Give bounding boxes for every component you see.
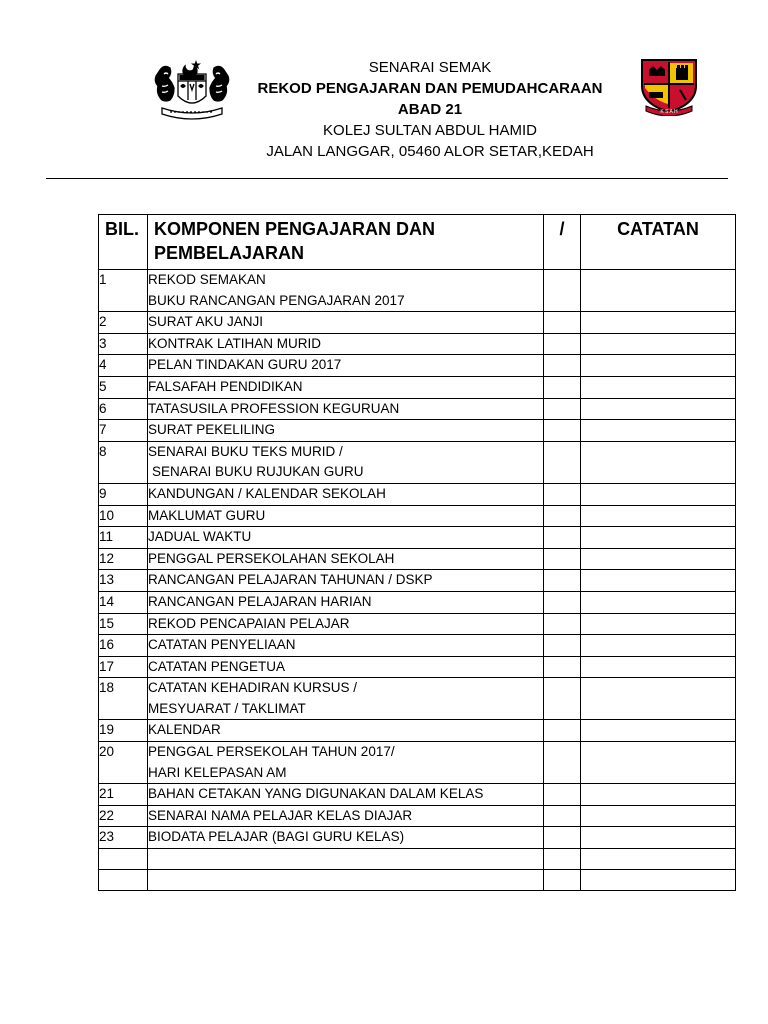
component-text: JADUAL WAKTU <box>148 529 252 545</box>
national-coat-of-arms-icon <box>152 56 232 122</box>
component-text: KANDUNGAN / KALENDAR SEKOLAH <box>148 485 386 501</box>
header-catatan: CATATAN <box>581 215 736 270</box>
row-catatan-cell[interactable] <box>581 827 736 849</box>
row-tick-cell[interactable] <box>544 849 581 870</box>
component-text: SURAT AKU JANJI <box>148 314 264 330</box>
table-row <box>99 742 736 784</box>
row-catatan-cell[interactable] <box>581 355 736 377</box>
component-text: RANCANGAN PELAJARAN TAHUNAN / DSKP <box>148 572 433 588</box>
row-number: 8 <box>99 441 148 483</box>
row-component <box>148 805 544 827</box>
table-row <box>99 613 736 635</box>
row-number: 7 <box>99 420 148 442</box>
component-text: SENARAI NAMA PELAJAR KELAS DIAJAR <box>148 807 413 823</box>
component-text: CATATAN PENGETUA <box>148 658 286 674</box>
row-component <box>148 420 544 442</box>
row-tick-cell[interactable] <box>544 270 581 312</box>
school-crest-icon <box>636 56 702 116</box>
header-title: SENARAI SEMAK <box>368 59 492 76</box>
row-tick-cell[interactable] <box>544 742 581 784</box>
row-catatan-cell[interactable] <box>581 591 736 613</box>
row-catatan-cell[interactable] <box>581 398 736 420</box>
row-catatan-cell[interactable] <box>581 527 736 549</box>
row-component <box>148 527 544 549</box>
row-component <box>148 784 544 806</box>
row-tick-cell[interactable] <box>544 376 581 398</box>
row-component <box>148 376 544 398</box>
row-number: 3 <box>99 333 148 355</box>
row-number: 16 <box>99 635 148 657</box>
component-text: BUKU RANCANGAN PENGAJARAN 2017 <box>148 292 405 308</box>
component-text: KONTRAK LATIHAN MURID <box>148 335 322 351</box>
component-text: BIODATA PELAJAR (BAGI GURU KELAS) <box>148 829 405 845</box>
table-header-row <box>99 215 736 270</box>
row-number: 6 <box>99 398 148 420</box>
row-tick-cell[interactable] <box>544 333 581 355</box>
header-bil: BIL. <box>99 215 148 270</box>
row-tick-cell[interactable] <box>544 805 581 827</box>
row-tick-cell[interactable] <box>544 678 581 720</box>
row-catatan-cell[interactable] <box>581 420 736 442</box>
row-component <box>148 505 544 527</box>
row-tick-cell[interactable] <box>544 548 581 570</box>
row-tick-cell[interactable] <box>544 591 581 613</box>
row-catatan-cell[interactable] <box>581 312 736 334</box>
document-header <box>240 57 620 162</box>
row-tick-cell[interactable] <box>544 613 581 635</box>
row-catatan-cell[interactable] <box>581 678 736 720</box>
checklist-table <box>98 214 736 891</box>
header-subtitle: REKOD PENGAJARAN DAN PEMUDAHCARAAN <box>257 80 603 97</box>
school-address: JALAN LANGGAR, 05460 ALOR SETAR,KEDAH <box>266 143 594 160</box>
row-catatan-cell[interactable] <box>581 613 736 635</box>
row-component <box>148 656 544 678</box>
row-component <box>148 270 544 312</box>
row-number: 22 <box>99 805 148 827</box>
table-row <box>99 312 736 334</box>
row-number: 10 <box>99 505 148 527</box>
row-number: 15 <box>99 613 148 635</box>
crest-banner-text: K S A H <box>660 109 678 115</box>
component-text: REKOD SEMAKAN <box>148 272 266 287</box>
row-tick-cell[interactable] <box>544 527 581 549</box>
row-number: 9 <box>99 483 148 505</box>
row-catatan-cell[interactable] <box>581 784 736 806</box>
table-row <box>99 849 736 870</box>
component-text: SENARAI BUKU RUJUKAN GURU <box>152 464 364 480</box>
row-component <box>148 355 544 377</box>
row-tick-cell[interactable] <box>544 505 581 527</box>
table-row <box>99 656 736 678</box>
row-number: 18 <box>99 678 148 720</box>
row-number: 2 <box>99 312 148 334</box>
row-number: 20 <box>99 742 148 784</box>
row-component <box>148 870 544 891</box>
row-catatan-cell[interactable] <box>581 656 736 678</box>
row-number: 12 <box>99 548 148 570</box>
row-component <box>148 548 544 570</box>
table-row <box>99 784 736 806</box>
table-row <box>99 527 736 549</box>
table-row <box>99 678 736 720</box>
row-component <box>148 613 544 635</box>
table-row <box>99 635 736 657</box>
component-text: REKOD PENCAPAIAN PELAJAR <box>148 615 350 631</box>
header-century: ABAD 21 <box>397 101 463 118</box>
row-component <box>148 570 544 592</box>
component-text: PENGGAL PERSEKOLAHAN SEKOLAH <box>148 550 395 566</box>
component-text: SURAT PEKELILING <box>148 422 276 438</box>
row-catatan-cell[interactable] <box>581 376 736 398</box>
component-text: MESYUARAT / TAKLIMAT <box>148 700 306 716</box>
row-catatan-cell[interactable] <box>581 742 736 784</box>
row-number: 1 <box>99 270 148 312</box>
row-number: 14 <box>99 591 148 613</box>
school-name: KOLEJ SULTAN ABDUL HAMID <box>323 122 537 139</box>
row-catatan-cell[interactable] <box>581 441 736 483</box>
row-component <box>148 720 544 742</box>
table-row <box>99 570 736 592</box>
row-catatan-cell[interactable] <box>581 849 736 870</box>
table-row <box>99 355 736 377</box>
component-text: RANCANGAN PELAJARAN HARIAN <box>148 593 372 609</box>
row-tick-cell[interactable] <box>544 720 581 742</box>
row-tick-cell[interactable] <box>544 870 581 891</box>
table-row <box>99 505 736 527</box>
table-row <box>99 805 736 827</box>
row-number: 4 <box>99 355 148 377</box>
row-catatan-cell[interactable] <box>581 870 736 891</box>
row-catatan-cell[interactable] <box>581 333 736 355</box>
row-tick-cell[interactable] <box>544 570 581 592</box>
row-component <box>148 333 544 355</box>
header-tick: / <box>544 215 581 270</box>
row-tick-cell[interactable] <box>544 656 581 678</box>
component-text: FALSAFAH PENDIDIKAN <box>148 378 303 394</box>
row-catatan-cell[interactable] <box>581 270 736 312</box>
table-row <box>99 376 736 398</box>
table-row <box>99 333 736 355</box>
table-row <box>99 870 736 891</box>
row-number <box>99 870 148 891</box>
row-catatan-cell[interactable] <box>581 720 736 742</box>
table-row <box>99 720 736 742</box>
row-component <box>148 312 544 334</box>
component-text: SENARAI BUKU TEKS MURID / <box>148 443 343 459</box>
row-tick-cell[interactable] <box>544 420 581 442</box>
row-component <box>148 678 544 720</box>
row-catatan-cell[interactable] <box>581 570 736 592</box>
row-tick-cell[interactable] <box>544 355 581 377</box>
component-text: HARI KELEPASAN AM <box>148 764 287 780</box>
row-component <box>148 742 544 784</box>
row-component <box>148 398 544 420</box>
row-catatan-cell[interactable] <box>581 548 736 570</box>
row-tick-cell[interactable] <box>544 483 581 505</box>
row-number <box>99 849 148 870</box>
table-row <box>99 548 736 570</box>
component-text: KALENDAR <box>148 722 221 738</box>
table-body <box>99 270 736 891</box>
table-row <box>99 827 736 849</box>
table-row <box>99 591 736 613</box>
row-number: 5 <box>99 376 148 398</box>
table-row <box>99 483 736 505</box>
row-number: 21 <box>99 784 148 806</box>
table-row <box>99 420 736 442</box>
row-component <box>148 591 544 613</box>
row-tick-cell[interactable] <box>544 398 581 420</box>
row-number: 19 <box>99 720 148 742</box>
header-komponen: KOMPONEN PENGAJARAN DAN PEMBELAJARAN <box>148 215 544 270</box>
component-text: CATATAN KEHADIRAN KURSUS / <box>148 680 358 696</box>
component-text: PENGGAL PERSEKOLAH TAHUN 2017/ <box>148 744 395 760</box>
row-catatan-cell[interactable] <box>581 483 736 505</box>
row-component <box>148 827 544 849</box>
table-row <box>99 441 736 483</box>
table-row <box>99 398 736 420</box>
row-number: 17 <box>99 656 148 678</box>
row-catatan-cell[interactable] <box>581 805 736 827</box>
table-row <box>99 270 736 312</box>
row-catatan-cell[interactable] <box>581 505 736 527</box>
row-component <box>148 849 544 870</box>
row-tick-cell[interactable] <box>544 312 581 334</box>
row-tick-cell[interactable] <box>544 635 581 657</box>
component-text: BAHAN CETAKAN YANG DIGUNAKAN DALAM KELAS <box>148 786 484 802</box>
row-component <box>148 483 544 505</box>
row-catatan-cell[interactable] <box>581 635 736 657</box>
row-component <box>148 635 544 657</box>
row-component <box>148 441 544 483</box>
component-text: CATATAN PENYELIAAN <box>148 637 296 653</box>
row-number: 23 <box>99 827 148 849</box>
header-divider <box>46 178 728 179</box>
row-tick-cell[interactable] <box>544 441 581 483</box>
component-text: PELAN TINDAKAN GURU 2017 <box>148 357 342 373</box>
row-number: 11 <box>99 527 148 549</box>
component-text: TATASUSILA PROFESSION KEGURUAN <box>148 400 400 416</box>
row-number: 13 <box>99 570 148 592</box>
row-tick-cell[interactable] <box>544 784 581 806</box>
row-tick-cell[interactable] <box>544 827 581 849</box>
component-text: MAKLUMAT GURU <box>148 507 266 523</box>
